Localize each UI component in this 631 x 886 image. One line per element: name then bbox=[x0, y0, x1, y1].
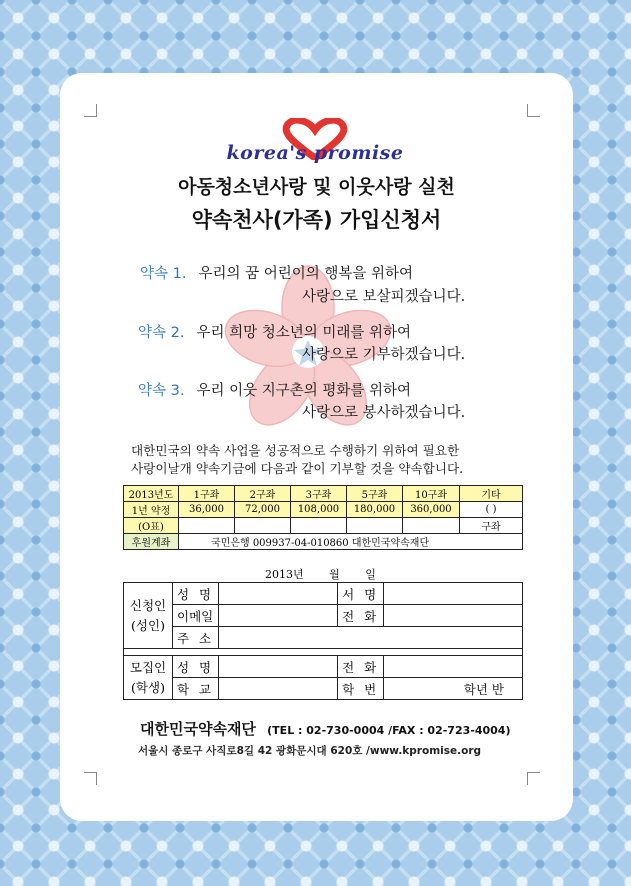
amount-cell: 108,000 bbox=[291, 502, 347, 518]
select-cell[interactable] bbox=[179, 518, 235, 534]
select-cell[interactable] bbox=[291, 518, 347, 534]
year-cell: 2013년도 bbox=[124, 486, 179, 502]
promise-line2: 사랑으로 보살피겠습니다. bbox=[302, 289, 466, 305]
amount-cell: 180,000 bbox=[347, 502, 403, 518]
intro-line: 대한민국의 약속 사업을 성공적으로 수행하기 위하여 필요한 bbox=[131, 443, 460, 458]
promise-3 bbox=[138, 379, 466, 421]
promise-line1: 우리의 꿈 어린이의 행복을 위하여 bbox=[198, 266, 414, 282]
date-day: 일 bbox=[365, 568, 376, 581]
group-label-line: (성인) bbox=[131, 617, 165, 633]
recruiter-phone-field[interactable] bbox=[384, 656, 523, 678]
applicant-group-label bbox=[124, 583, 173, 649]
promise-line2: 사랑으로 기부하겠습니다. bbox=[302, 347, 466, 363]
mark-cell: (O표) bbox=[124, 518, 179, 534]
unit-cell: 2구좌 bbox=[235, 486, 291, 502]
recruiter-group-label bbox=[124, 656, 173, 700]
unit-cell: 10구좌 bbox=[403, 486, 460, 502]
pledge-table bbox=[123, 485, 523, 550]
student-no-label: 학 번 bbox=[338, 678, 384, 700]
promise-2 bbox=[138, 321, 466, 363]
subtitle: 아동청소년사랑 및 이웃사랑 실천 bbox=[178, 176, 455, 198]
other-cell: 기타 bbox=[460, 486, 523, 502]
name-label: 성 명 bbox=[173, 583, 219, 605]
signature-label: 서 명 bbox=[338, 583, 384, 605]
promise-label: 약속 3. bbox=[138, 383, 185, 399]
annual-cell: 1년 약정 bbox=[124, 502, 179, 518]
footer-address: 서울시 종로구 사직로8길 42 광화문시대 620호 /www.kpromise.org bbox=[138, 745, 482, 757]
school-label: 학 교 bbox=[173, 678, 219, 700]
date-line bbox=[265, 566, 398, 582]
org-name: 대한민국약속재단 bbox=[140, 720, 256, 738]
recruiter-name-field[interactable] bbox=[219, 656, 338, 678]
recruiter-grade-field[interactable]: 학년 반 bbox=[384, 678, 523, 700]
promise-1 bbox=[140, 262, 466, 305]
logo-text: korea's promise bbox=[226, 142, 404, 164]
table-gap bbox=[124, 649, 523, 656]
crop-mark bbox=[527, 104, 540, 117]
other-amount-cell[interactable]: ( ) bbox=[460, 502, 523, 518]
other-unit-cell: 구좌 bbox=[460, 518, 523, 534]
crop-mark bbox=[84, 772, 97, 785]
date-month: 월 bbox=[329, 568, 340, 581]
unit-cell: 3구좌 bbox=[291, 486, 347, 502]
name-label: 성 명 bbox=[173, 656, 219, 678]
applicant-phone-field[interactable] bbox=[384, 605, 523, 627]
select-cell[interactable] bbox=[235, 518, 291, 534]
promise-label: 약속 2. bbox=[138, 325, 185, 341]
date-year: 2013년 bbox=[265, 568, 304, 581]
applicant-email-field[interactable] bbox=[219, 605, 338, 627]
page-title: 약속천사(가족) 가입신청서 bbox=[191, 208, 442, 232]
applicant-table bbox=[123, 582, 523, 700]
phone-label: 전 화 bbox=[338, 656, 384, 678]
amount-cell: 72,000 bbox=[235, 502, 291, 518]
crop-mark bbox=[84, 104, 97, 117]
amount-cell: 36,000 bbox=[179, 502, 235, 518]
promise-line2: 사랑으로 봉사하겠습니다. bbox=[302, 405, 466, 421]
address-label: 주 소 bbox=[173, 627, 219, 649]
unit-cell: 1구좌 bbox=[179, 486, 235, 502]
crop-mark bbox=[527, 772, 540, 785]
applicant-address-field[interactable] bbox=[219, 627, 523, 649]
unit-cell: 5구좌 bbox=[347, 486, 403, 502]
account-value-cell: 국민은행 009937-04-010860 대한민국약속재단 bbox=[179, 534, 523, 550]
promise-line1: 우리 이웃 지구촌의 평화를 위하여 bbox=[196, 383, 412, 399]
intro-text bbox=[131, 442, 463, 478]
footer-org bbox=[140, 718, 510, 739]
group-label-line: (학생) bbox=[131, 679, 165, 695]
amount-cell: 360,000 bbox=[403, 502, 460, 518]
account-label-cell: 후원계좌 bbox=[124, 534, 179, 550]
applicant-name-field[interactable] bbox=[219, 583, 338, 605]
select-cell[interactable] bbox=[403, 518, 460, 534]
intro-line: 사랑이날개 약속기금에 다음과 같이 기부할 것을 약속합니다. bbox=[131, 461, 464, 476]
recruiter-school-field[interactable] bbox=[219, 678, 338, 700]
applicant-signature-field[interactable] bbox=[384, 583, 523, 605]
promise-line1: 우리 희망 청소년의 미래를 위하여 bbox=[196, 325, 412, 341]
korea-promise-logo bbox=[210, 118, 420, 170]
org-contact: (TEL : 02-730-0004 /FAX : 02-723-4004) bbox=[267, 724, 511, 737]
group-label-line: 모집인 bbox=[129, 659, 167, 675]
phone-label: 전 화 bbox=[338, 605, 384, 627]
group-label-line: 신청인 bbox=[129, 597, 167, 613]
select-cell[interactable] bbox=[347, 518, 403, 534]
promise-label: 약속 1. bbox=[140, 266, 187, 282]
email-label: 이메일 bbox=[173, 605, 219, 627]
